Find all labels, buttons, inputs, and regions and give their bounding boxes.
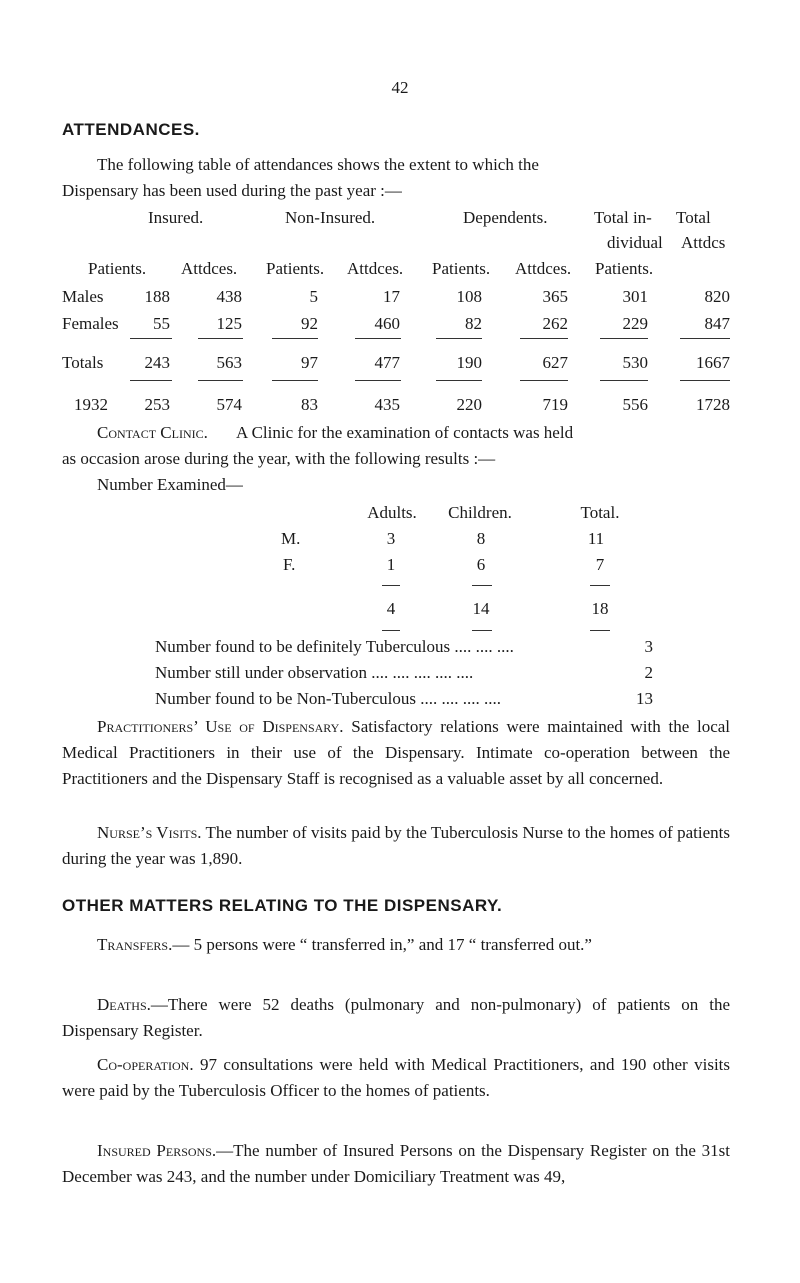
nurse-visits-heading: Nurse’s Visits.	[97, 823, 202, 842]
table-cell: 1	[386, 555, 396, 574]
table-cell: 820	[704, 287, 730, 306]
deaths-heading: Deaths.	[97, 995, 151, 1014]
nurse-visits-paragraph	[62, 820, 730, 872]
subheader-patients: Patients.	[432, 259, 491, 278]
contact-clinic-line-1: A Clinic for the examination of contacts was held	[236, 423, 574, 442]
divider	[198, 338, 243, 339]
table-cell: 574	[216, 395, 242, 414]
nurse-visits-text: The number of visits paid by the Tuberculosis Nurse to the homes of patients during the year was 1,890.	[62, 823, 730, 868]
table-cell: 8	[476, 529, 486, 548]
table-cell: 220	[456, 395, 482, 414]
subheader-patients: Patients.	[595, 259, 654, 278]
cooperation-text: 97 consultations were held with Medical Practitioners, and 190 other visits were paid by the Tuberculosis Officer to the homes of patients.	[62, 1055, 731, 1100]
table-cell: 11	[587, 529, 605, 548]
table-cell: 92	[301, 314, 318, 333]
page-number: 42	[391, 78, 409, 97]
table-cell: 563	[216, 353, 242, 372]
subheader-attdces: Attdces.	[347, 259, 404, 278]
row-label-f: F.	[283, 555, 296, 574]
table-cell: 6	[476, 555, 486, 574]
transfers-paragraph	[62, 932, 730, 958]
practitioners-paragraph	[62, 714, 730, 792]
insured-persons-text: —The number of Insured Persons on the Dispensary Register on the 31st December was 243, and the number under Domiciliary Treatment was 49,	[62, 1141, 730, 1186]
divider	[680, 380, 730, 381]
table-cell: 243	[144, 353, 170, 372]
transfers-heading: Transfers.	[97, 935, 173, 954]
divider	[198, 380, 243, 381]
finding-tuberculous-label: Number found to be definitely Tuberculous .... .... ....	[155, 637, 514, 656]
transfers-text: — 5 persons were “ transferred in,” and 17 “ transferred out.”	[172, 935, 592, 954]
contact-clinic-heading: Contact Clinic.	[97, 423, 208, 442]
table-cell: 55	[153, 314, 170, 333]
header-children: Children.	[448, 503, 512, 522]
finding-non-tuberculous-value: 13	[636, 689, 653, 708]
header-adults: Adults.	[367, 503, 417, 522]
table-cell: 83	[301, 395, 318, 414]
header-total-individual: Total in-	[594, 208, 652, 227]
divider	[590, 630, 610, 631]
table-cell: 627	[542, 353, 568, 372]
header-dependents: Dependents.	[463, 208, 548, 227]
subheader-patients: Patients.	[266, 259, 325, 278]
header-dividual: dividual	[607, 233, 663, 252]
intro-line-2: Dispensary has been used during the past year :—	[62, 181, 402, 200]
deaths-text: —There were 52 deaths (pulmonary and non-pulmonary) of patients on the Dispensary Register.	[62, 995, 730, 1040]
table-cell: 108	[456, 287, 482, 306]
row-label-males: Males	[62, 287, 104, 306]
divider	[472, 585, 492, 586]
divider	[436, 338, 482, 339]
divider	[355, 380, 401, 381]
header-insured: Insured.	[148, 208, 204, 227]
table-cell: 262	[542, 314, 568, 333]
table-cell: 438	[216, 287, 242, 306]
table-cell: 188	[144, 287, 170, 306]
finding-observation-value: 2	[644, 663, 653, 682]
table-cell: 847	[704, 314, 730, 333]
insured-persons-paragraph	[62, 1138, 730, 1190]
divider	[355, 338, 401, 339]
table-cell: 460	[374, 314, 400, 333]
table-cell: 435	[374, 395, 400, 414]
table-cell: 5	[309, 287, 318, 306]
subheader-attdces: Attdces.	[515, 259, 572, 278]
table-cell: 125	[216, 314, 242, 333]
divider	[272, 380, 318, 381]
table-cell: 253	[144, 395, 170, 414]
divider	[680, 338, 730, 339]
divider	[520, 338, 568, 339]
table-cell: 190	[456, 353, 482, 372]
table-cell: 530	[622, 353, 648, 372]
table-cell: 97	[301, 353, 318, 372]
deaths-paragraph	[62, 992, 730, 1044]
table-cell: 17	[383, 287, 400, 306]
total-children: 14	[472, 599, 490, 618]
practitioners-heading: Practitioners’ Use of Dispensary.	[97, 717, 344, 736]
finding-tuberculous-value: 3	[644, 637, 653, 656]
attendances-heading: ATTENDANCES.	[62, 120, 200, 139]
table-cell: 301	[622, 287, 648, 306]
divider	[130, 380, 172, 381]
subheader-patients: Patients.	[88, 259, 147, 278]
contact-clinic-line-2: as occasion arose during the year, with the following results :—	[62, 449, 496, 468]
table-cell: 3	[386, 529, 396, 548]
divider	[472, 630, 492, 631]
number-examined-label: Number Examined—	[97, 475, 243, 494]
total-total: 18	[591, 599, 609, 618]
header-total: Total.	[580, 503, 620, 522]
cooperation-paragraph	[62, 1052, 730, 1104]
insured-persons-heading: Insured Persons.	[97, 1141, 217, 1160]
divider	[272, 338, 318, 339]
row-label-totals: Totals	[62, 353, 104, 372]
table-cell: 719	[542, 395, 568, 414]
divider	[590, 585, 610, 586]
divider	[520, 380, 568, 381]
divider	[382, 585, 400, 586]
divider	[600, 380, 648, 381]
header-non-insured: Non-Insured.	[285, 208, 376, 227]
divider	[130, 338, 172, 339]
intro-line-1: The following table of attendances shows the extent to which the	[97, 155, 539, 174]
row-label-1932: 1932	[74, 395, 108, 414]
table-cell: 82	[465, 314, 482, 333]
table-cell: 556	[622, 395, 648, 414]
row-label-m: M.	[281, 529, 301, 548]
header-attdcs: Attdcs	[681, 233, 726, 252]
cooperation-heading: Co-operation.	[97, 1055, 194, 1074]
table-cell: 477	[374, 353, 400, 372]
table-cell: 1667	[696, 353, 730, 372]
divider	[600, 338, 648, 339]
total-adults: 4	[386, 599, 396, 618]
finding-non-tuberculous-label: Number found to be Non-Tuberculous .... .... .... ....	[155, 689, 501, 708]
table-cell: 1728	[696, 395, 730, 414]
subheader-attdces: Attdces.	[181, 259, 238, 278]
row-label-females: Females	[62, 314, 119, 333]
table-cell: 365	[542, 287, 568, 306]
header-total-attendances: Total	[676, 208, 711, 227]
finding-observation-label: Number still under observation .... .... .... .... ....	[155, 663, 474, 682]
table-cell: 7	[595, 555, 605, 574]
table-cell: 229	[622, 314, 648, 333]
divider	[382, 630, 400, 631]
practitioners-text: Satisfactory relations were maintained with the local Medical Practitioners in their use of the Dispensary. Intimate co-operation between the Practitioners and the Dispensary Staff is recognised as a valuable asset by all concerned.	[62, 717, 731, 788]
contact-clinic-title	[97, 420, 208, 446]
divider	[436, 380, 482, 381]
other-matters-heading: OTHER MATTERS RELATING TO THE DISPENSARY.	[62, 896, 503, 915]
